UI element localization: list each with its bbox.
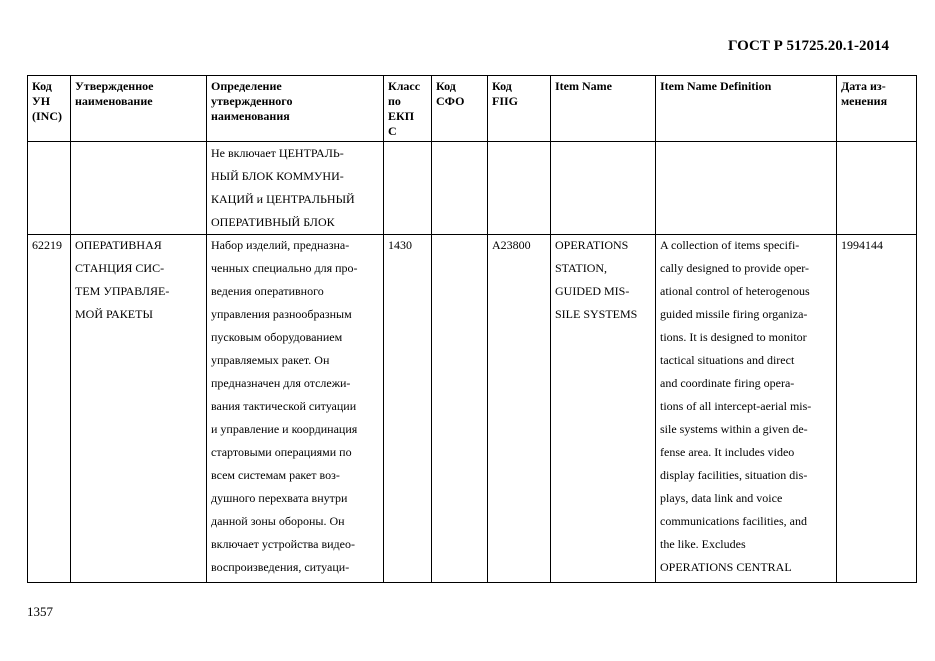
- cell-item-name-definition: [656, 142, 837, 235]
- change-date-value: 1994144: [841, 238, 883, 252]
- column-header-class-ekps: [384, 76, 432, 142]
- text-line: ational control of heterogenous: [660, 284, 810, 298]
- text-line: УН: [32, 94, 51, 108]
- table-row-continuation: [28, 142, 917, 235]
- text-line: душного перехвата внутри: [211, 491, 348, 505]
- text-line: Код: [32, 79, 52, 93]
- text-line: Код: [436, 79, 456, 93]
- text-line: plays, data link and voice: [660, 491, 783, 505]
- text-line: всем системам ракет воз-: [211, 468, 340, 482]
- column-header-code-fiig: [488, 76, 551, 142]
- text-line: Не включает ЦЕНТРАЛЬ-: [211, 146, 344, 160]
- text-line: guided missile firing organiza-: [660, 307, 808, 321]
- table-row-entry: [28, 235, 917, 583]
- column-header-change-date: [837, 76, 917, 142]
- cell-inc: [28, 142, 71, 235]
- text-line: communications facilities, and: [660, 514, 807, 528]
- class-ekps-value: 1430: [388, 238, 412, 252]
- text-line: менения: [841, 94, 888, 108]
- cell-code-fiig: [488, 142, 551, 235]
- text-line: OPERATIONS: [555, 238, 629, 252]
- text-line: утвержденного: [211, 94, 293, 108]
- column-header-approved-name: [71, 76, 207, 142]
- text-line: tions of all intercept-aerial mis-: [660, 399, 812, 413]
- text-line: управляемых ракет. Он: [211, 353, 330, 367]
- cell-definition: [207, 235, 384, 583]
- column-header-item-name: [551, 76, 656, 142]
- cell-code-sfo: [432, 142, 488, 235]
- text-line: Item Name Definition: [660, 79, 772, 93]
- code-fiig-value: A23800: [492, 238, 531, 252]
- text-line: предназначен для отслежи-: [211, 376, 351, 390]
- text-line: и управление и координация: [211, 422, 358, 436]
- text-line: Утвержденное: [75, 79, 154, 93]
- text-line: OPERATIONS CENTRAL: [660, 560, 792, 574]
- text-line: (INC): [32, 109, 62, 123]
- cell-code-sfo: [432, 235, 488, 583]
- text-line: ТЕМ УПРАВЛЯЕ-: [75, 284, 170, 298]
- text-line: ченных специально для про-: [211, 261, 358, 275]
- column-header-item-name-definition: [656, 76, 837, 142]
- text-line: включает устройства видео-: [211, 537, 355, 551]
- cell-inc: [28, 235, 71, 583]
- text-line: tactical situations and direct: [660, 353, 795, 367]
- text-line: GUIDED MIS-: [555, 284, 630, 298]
- text-line: Дата из-: [841, 79, 886, 93]
- text-line: the like. Excludes: [660, 537, 746, 551]
- text-line: fense area. It includes video: [660, 445, 795, 459]
- cell-item-name: [551, 235, 656, 583]
- text-line: FIIG: [492, 94, 519, 108]
- text-line: A collection of items specifi-: [660, 238, 800, 252]
- text-line: СФО: [436, 94, 465, 108]
- text-line: управления разнообразным: [211, 307, 352, 321]
- page-number: 1357: [27, 604, 53, 619]
- text-line: наименования: [211, 109, 290, 123]
- text-line: STATION,: [555, 261, 608, 275]
- text-line: cally designed to provide oper-: [660, 261, 810, 275]
- cell-item-name-definition: [656, 235, 837, 583]
- text-line: ОПЕРАТИВНАЯ: [75, 238, 162, 252]
- cell-definition: [207, 142, 384, 235]
- text-line: МОЙ РАКЕТЫ: [75, 307, 153, 321]
- text-line: ОПЕРАТИВНЫЙ БЛОК: [211, 215, 335, 229]
- column-header-code-sfo: [432, 76, 488, 142]
- text-line: tions. It is designed to monitor: [660, 330, 807, 344]
- text-line: по: [388, 94, 401, 108]
- text-line: ведения оперативного: [211, 284, 324, 298]
- cell-class-ekps: [384, 142, 432, 235]
- text-line: пусковым оборудованием: [211, 330, 343, 344]
- inc-value: 62219: [32, 238, 62, 252]
- text-line: sile systems within a given de-: [660, 422, 808, 436]
- table-header-row: [28, 76, 917, 142]
- cell-approved-name: [71, 235, 207, 583]
- cell-approved-name: [71, 142, 207, 235]
- catalog-table: [27, 75, 917, 583]
- text-line: display facilities, situation dis-: [660, 468, 808, 482]
- text-line: Код: [492, 79, 512, 93]
- text-line: наименование: [75, 94, 153, 108]
- text-line: and coordinate firing opera-: [660, 376, 795, 390]
- cell-code-fiig: [488, 235, 551, 583]
- text-line: SILE SYSTEMS: [555, 307, 638, 321]
- text-line: С: [388, 124, 397, 138]
- text-line: НЫЙ БЛОК КОММУНИ-: [211, 169, 344, 183]
- text-line: ЕКП: [388, 109, 415, 123]
- text-line: воспроизведения, ситуаци-: [211, 560, 350, 574]
- text-line: Набор изделий, предназна-: [211, 238, 350, 252]
- text-line: КАЦИЙ и ЦЕНТРАЛЬНЫЙ: [211, 192, 355, 206]
- document-standard-header: ГОСТ Р 51725.20.1-2014: [727, 38, 889, 54]
- text-line: данной зоны обороны. Он: [211, 514, 345, 528]
- text-line: вания тактической ситуации: [211, 399, 357, 413]
- text-line: стартовыми операциями по: [211, 445, 352, 459]
- cell-item-name: [551, 142, 656, 235]
- cell-class-ekps: [384, 235, 432, 583]
- cell-change-date: [837, 235, 917, 583]
- cell-change-date: [837, 142, 917, 235]
- text-line: Item Name: [555, 79, 612, 93]
- column-header-definition: [207, 76, 384, 142]
- text-line: Определение: [211, 79, 282, 93]
- text-line: Класс: [388, 79, 421, 93]
- column-header-inc: [28, 76, 71, 142]
- text-line: СТАНЦИЯ СИС-: [75, 261, 165, 275]
